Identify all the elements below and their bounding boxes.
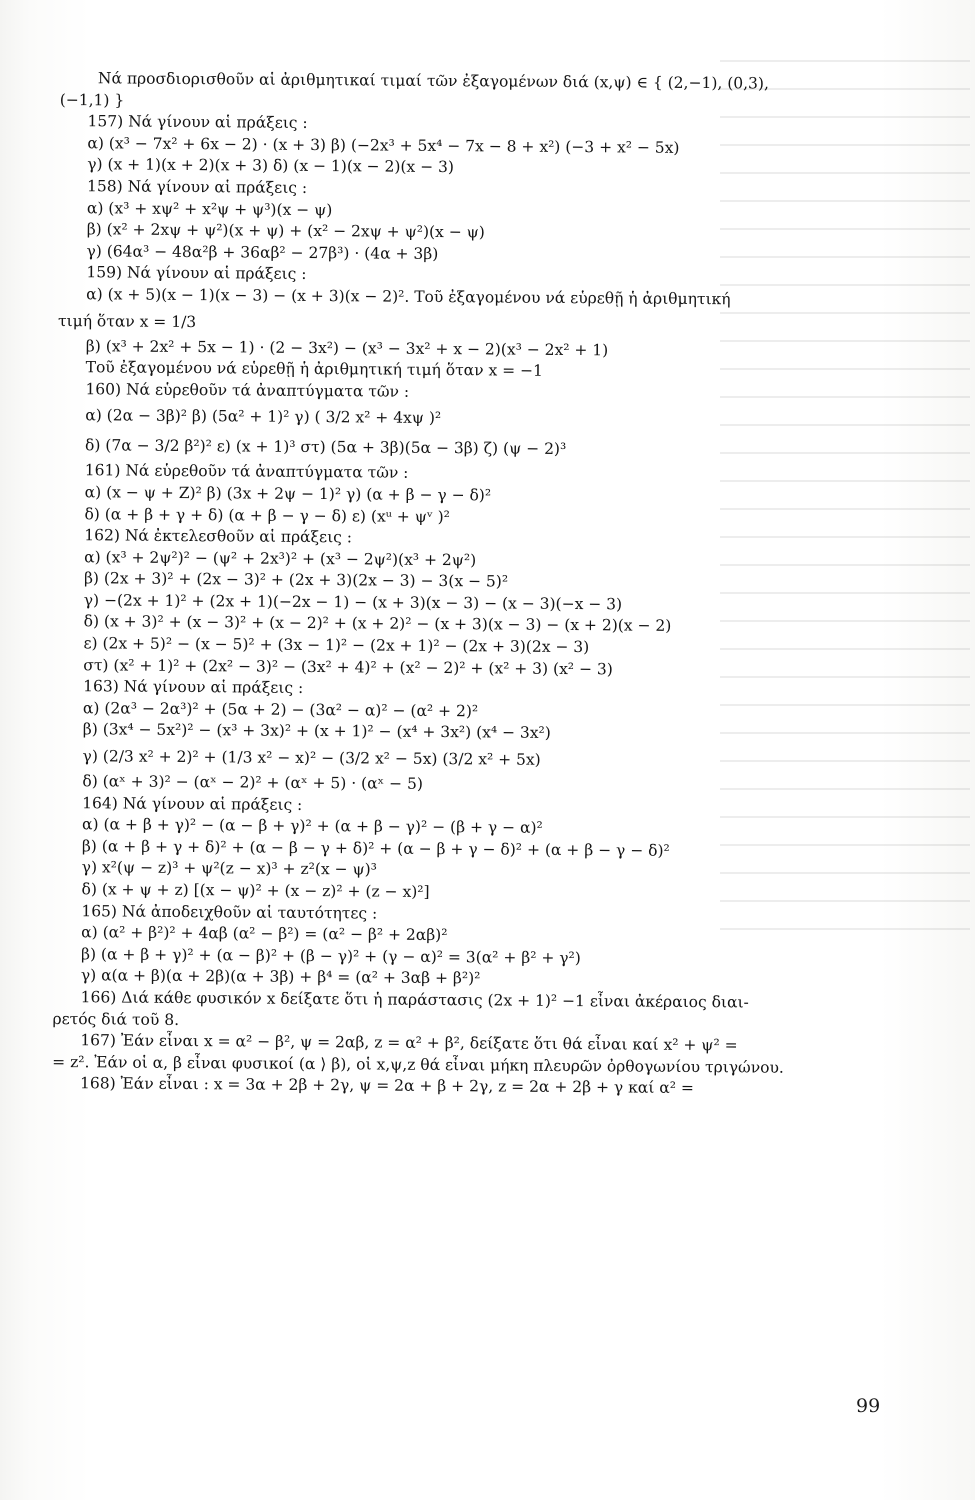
text-line: α) (x³ − 7x² + 6x − 2) · (x + 3) β) (−2x³ + 5x⁴ − 7x − 8 + x²) (−3 + x² − 5x) [87, 133, 680, 157]
text-line: Τοῦ ἐξαγομένου νά εὑρεθῇ ἡ ἀριθμητική τιμή ὅταν x = −1 [85, 358, 544, 380]
text-line: δ) (α + β + γ + δ) (α + β − γ − δ) ε) (xᵘ + ψᵛ )² [84, 504, 450, 526]
text-line: δ) (x + ψ + z) [(x − ψ)² + (x − z)² + (z − x)²] [81, 880, 430, 901]
text-line: β) (2x + 3)² + (2x − 3)² + (2x + 3)(2x − 3) − 3(x − 5)² [83, 569, 509, 591]
text-line: β) (x² + 2xψ + ψ²)(x + ψ) + (x² − 2xψ + ψ²)(x − ψ) [86, 220, 485, 242]
text-line: 166) Διά κάθε φυσικόν x δείξατε ὅτι ἡ παράστασις (2x + 1)² −1 εἶναι ἀκέραιος διαι- [80, 988, 749, 1012]
text-line: α) (x³ + xψ² + x²ψ + ψ³)(x − ψ) [86, 198, 333, 219]
text-line: = z². Ἐάν οἱ α, β εἶναι φυσικοί (α ⟩ β), οἱ x,ψ,z θά εἶναι μήκη πλευρῶν ὀρθογωνίου τριγώνου. [52, 1052, 784, 1077]
page-number: 99 [856, 1395, 881, 1417]
text-line: γ) −(2x + 1)² + (2x + 1)(−2x − 1) − (x + 3)(x − 3) − (x − 3)(−x − 3) [83, 591, 623, 614]
text-line: ρετός διά τοῦ 8. [52, 1009, 180, 1029]
text-line: δ) (7α − 3/2 β²)² ε) (x + 1)³ στ) (5α + 3β)(5α − 3β) ζ) (ψ − 2)³ [84, 436, 567, 459]
text-line: 168) Ἐάν εἶναι : x = 3α + 2β + 2γ, ψ = 2α + β + 2γ, z = 2α + 2β + γ καί α² = [79, 1074, 694, 1098]
text-line: α) (x + 5)(x − 1)(x − 3) − (x + 3)(x − 2)². Τοῦ ἐξαγομένου νά εὑρεθῇ ἡ ἀριθμητική [86, 285, 731, 309]
text-line: α) (α + β + γ)² − (α − β + γ)² + (α + β − γ)² − (β + γ − α)² [81, 815, 543, 838]
text-line: γ) (2/3 x² + 2)² + (1/3 x² − x)² − (3/2 x² − 5x) (3/2 x² + 5x) [82, 747, 541, 769]
text-line: 164) Νά γίνουν αἱ πράξεις : [82, 793, 303, 814]
text-line: 159) Νά γίνουν αἱ πράξεις : [86, 263, 307, 284]
text-line: γ) (x + 1)(x + 2)(x + 3) δ) (x − 1)(x − 2)(x − 3) [87, 155, 455, 177]
text-line: 165) Νά ἀποδειχθοῦν αἱ ταυτότητες : [81, 901, 378, 923]
text-line: 158) Νά γίνουν αἱ πράξεις : [87, 177, 308, 197]
text-line: β) (α + β + γ + δ)² + (α − β − γ + δ)² + (α − β + γ − δ)² + (α + β − γ − δ)² [81, 837, 670, 860]
text-line: ε) (2x + 5)² − (x − 5)² + (3x − 1)² − (2x + 1)² − (2x + 3)(2x − 3) [83, 634, 590, 657]
text-line: τιμή ὅταν x = 1/3 [57, 311, 197, 331]
text-line: στ) (x² + 1)² + (2x² − 3)² − (3x² + 4)² + (x² − 2)² + (x² + 3) (x² − 3) [83, 655, 613, 679]
text-line: α) (x − ψ + Z)² β) (3x + 2ψ − 1)² γ) (α + β − γ − δ)² [84, 483, 492, 505]
text-line: β) (3x⁴ − 5x²)² − (x³ + 3x)² + (x + 1)² − (x⁴ + 3x²) (x⁴ − 3x²) [82, 720, 551, 743]
text-line: α) (α² + β²)² + 4αβ (α² − β²) = (α² − β² + 2αβ)² [81, 923, 448, 945]
text-line: β) (α + β + γ)² + (α − β)² + (β − γ)² + (γ − α)² = 3(α² + β² + γ²) [80, 944, 581, 967]
text-line: Νά προσδιορισθοῦν αἱ ἀριθμητικαί τιμαί τῶν ἐξαγομένων διά (x,ψ) ∈ { (2,−1), (0,3), [97, 69, 770, 93]
text-line: γ) α(α + β)(α + 2β)(α + 3β) + β⁴ = (α² + 3αβ + β²)² [80, 966, 481, 988]
text-line: α) (2α − 3β)² β) (5α² + 1)² γ) ( 3/2 x² + 4xψ )² [85, 406, 442, 428]
text-line: (−1,1) } [59, 90, 125, 110]
text-line: γ) (64α³ − 48α²β + 36αβ² − 27β³) · (4α + 3β) [86, 241, 439, 263]
text-line: 167) Ἐάν εἶναι x = α² − β², ψ = 2αβ, z = α² + β², δείξατε ὅτι θά εἶναι καί x² + ψ² = [80, 1031, 738, 1055]
text-line: 162) Νά ἐκτελεσθοῦν αἱ πράξεις : [84, 526, 353, 547]
text-line: γ) x²(ψ − z)³ + ψ²(z − x)³ + z²(x − ψ)³ [81, 858, 377, 879]
text-line: α) (x³ + 2ψ²)² − (ψ² + 2x³)² + (x³ − 2ψ²)(x³ + 2ψ²) [84, 547, 477, 569]
text-line: 157) Νά γίνουν αἱ πράξεις : [87, 112, 308, 133]
text-line: δ) (αˣ + 3)² − (αˣ − 2)² + (αˣ + 5) · (αˣ − 5) [82, 772, 423, 793]
text-line: β) (x³ + 2x² + 5x − 1) · (2 − 3x²) − (x³ − 3x² + x − 2)(x³ − 2x² + 1) [85, 336, 609, 359]
text-line: 163) Νά γίνουν αἱ πράξεις : [83, 677, 304, 698]
exercise-text-body [52, 68, 920, 1102]
text-line: α) (2α³ − 2α³)² + (5α + 2) − (3α² − α)² − (α² + 2)² [82, 699, 479, 721]
text-line: 160) Νά εὑρεθοῦν τά ἀναπτύγματα τῶν : [85, 379, 410, 401]
text-line: 161) Νά εὑρεθοῦν τά ἀναπτύγματα τῶν : [84, 461, 409, 483]
text-line: δ) (x + 3)² + (x − 3)² + (x − 2)² + (x + 2)² − (x + 3)(x − 3) − (x + 2)(x − 2) [83, 612, 672, 636]
